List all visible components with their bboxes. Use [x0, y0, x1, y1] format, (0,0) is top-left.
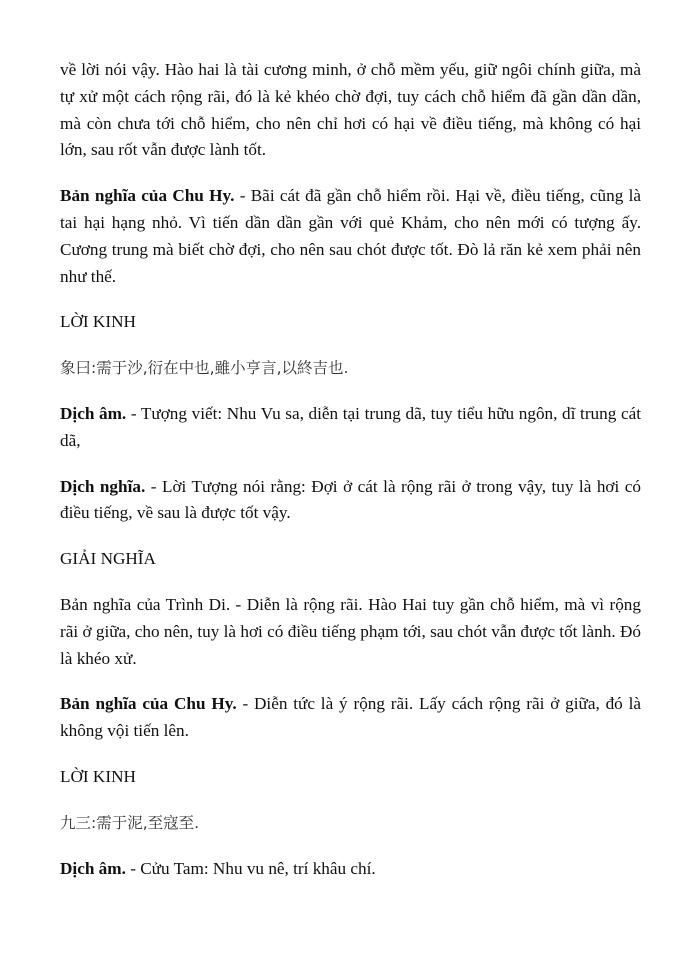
paragraph-commentary: về lời nói vậy. Hào hai là tài cương minh, ở chỗ mềm yếu, giữ ngôi chính giữa, mà tự xử một cách rộng rãi, đó là kẻ khéo chờ đợi, tuy cách chỗ hiểm đã gần dần dần, mà còn chưa tới chỗ hiểm, cho nên chỉ hơi có hại về điều tiếng, mà không có hại lớn, sau rốt vẫn được lành tốt. [60, 60, 641, 160]
paragraph-lead: Dịch nghĩa. [60, 476, 146, 496]
section-heading-giai-nghia: GIẢI NGHĨA [60, 549, 156, 569]
paragraph-lead: Bản nghĩa của Chu Hy. [60, 186, 235, 206]
paragraph-chu-hy-commentary: Bản nghĩa của Chu Hy. - Bãi cát đã gần chỗ hiểm rồi. Hại về, điều tiếng, cũng là tai hại hạng nhỏ. Vì tiến dần dần gần với quẻ Khảm, cho nên mới có tượng ấy. Cương trung mà biết chờ đợi, cho nên sau chót được tốt. Đò lả răn kẻ xem phải nên như thế. [60, 186, 641, 286]
chinese-text: 象曰:需于沙,衍在中也,雖小亨言,以終吉也. [60, 359, 349, 378]
paragraph-lead: Dịch âm. [60, 858, 126, 878]
paragraph-chu-hy-commentary-2: Bản nghĩa của Chu Hy. - Diễn tức là ý rộng rãi. Lấy cách rộng rãi ở giữa, đó là không vội tiến lên. [60, 694, 641, 741]
chinese-text-2: 九三:需于泥,至寇至. [60, 813, 200, 832]
paragraph-dich-am-2: Dịch âm. - Cửu Tam: Nhu vu nê, trí khâu chí. [60, 858, 376, 878]
document-page [60, 57, 641, 901]
paragraph-trinh-di-commentary: Bản nghĩa của Trình Di. - Diễn là rộng rãi. Hào Hai tuy gần chỗ hiểm, mà vì rộng rãi ở giữa, cho nên, tuy là hơi có điều tiếng phạm tới, sau chót vẫn được tốt lành. Đó là khéo xử. [60, 594, 641, 668]
paragraph-lead: Dịch âm. [60, 403, 127, 423]
paragraph-dich-am: Dịch âm. - Tượng viết: Nhu Vu sa, diễn tại trung dã, tuy tiểu hữu ngôn, dĩ trung cát dã, [60, 403, 641, 450]
section-heading-loi-kinh: LỜI KINH [60, 312, 136, 332]
paragraph-lead: Bản nghĩa của Chu Hy. [60, 694, 237, 714]
section-heading-loi-kinh-2: LỜI KINH [60, 766, 136, 786]
paragraph-dich-nghia: Dịch nghĩa. - Lời Tượng nói rằng: Đợi ở cát là rộng rãi ở trong vậy, tuy là hơi có điều tiếng, về sau là được tốt vậy. [60, 476, 641, 523]
